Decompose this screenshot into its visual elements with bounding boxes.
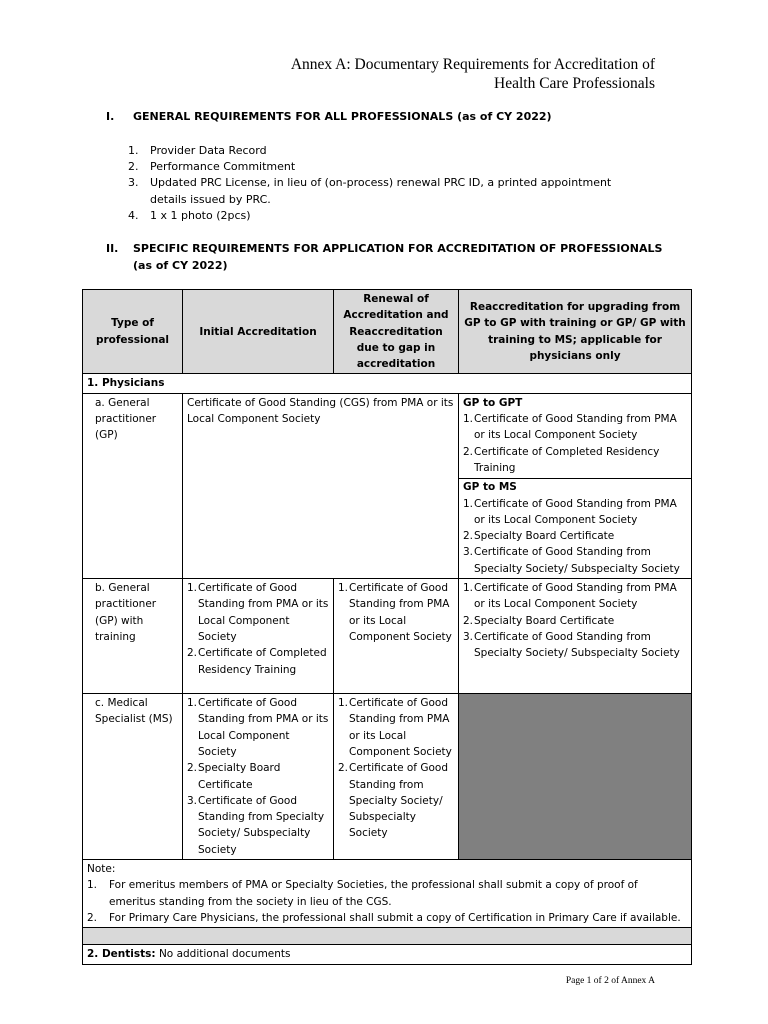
item-number: 2. xyxy=(463,530,474,543)
requirements-table xyxy=(82,289,692,965)
list-item xyxy=(463,528,687,544)
item-text: Specialty Board Certificate xyxy=(198,762,281,791)
physicians-group-label: 1. Physicians xyxy=(83,374,692,393)
item-number: 1. xyxy=(338,697,349,710)
gp-to-gpt-heading: GP to GPT xyxy=(463,396,523,409)
list-item xyxy=(463,629,687,662)
gpt-renewal-list xyxy=(338,580,454,645)
dentists-label: 2. Dentists: xyxy=(87,948,156,961)
table-row-gpt xyxy=(83,579,692,694)
list-item xyxy=(187,695,329,760)
gp-initial-renewal: Certificate of Good Standing (CGS) from PMA or its Local Component Society xyxy=(183,393,459,578)
table-row-gp xyxy=(83,393,692,578)
note-item xyxy=(87,910,687,926)
item-text: Certificate of Good Standing from PMA or its Local Component Society xyxy=(198,582,329,643)
gpt-upgrading xyxy=(459,579,692,694)
item-text: Certificate of Good Standing from PMA or its Local Component Society xyxy=(198,697,329,758)
list-item xyxy=(128,175,648,207)
item-number: 1. xyxy=(128,144,139,157)
ms-initial xyxy=(183,694,334,860)
item-number: 1. xyxy=(463,413,474,426)
document-title xyxy=(140,55,655,93)
item-text: Certificate of Good Standing from Specialty Society/ Subspecialty Society xyxy=(474,546,680,575)
separator-row xyxy=(83,928,692,945)
gpt-upgrading-list xyxy=(463,580,687,661)
list-item xyxy=(187,793,329,858)
list-item xyxy=(463,613,687,629)
item-text: Certificate of Completed Residency Training xyxy=(198,647,327,676)
gpt-initial-list xyxy=(187,580,329,678)
list-item xyxy=(463,444,687,477)
gp-to-ms-list xyxy=(463,496,687,577)
item-text: For Primary Care Physicians, the professional shall submit a copy of Certification in Primary Care if available. xyxy=(109,911,681,924)
page-footer: Page 1 of 2 of Annex A xyxy=(565,976,655,986)
item-text: Certificate of Completed Residency Training xyxy=(474,445,660,474)
item-text: Certificate of Good Standing from Specialty Society/ Subspecialty Society xyxy=(198,794,325,856)
title-line-1: Annex A: Documentary Requirements for Accreditation of xyxy=(290,56,655,73)
item-text: Specialty Board Certificate xyxy=(474,614,615,627)
list-item xyxy=(338,695,454,760)
gpt-initial xyxy=(183,579,334,694)
item-text: Certificate of Good Standing from PMA or its Local Component Society xyxy=(474,413,677,442)
item-number: 1. xyxy=(338,582,349,595)
gp-to-ms-heading: GP to MS xyxy=(463,481,517,494)
item-text: 1 x 1 photo (2pcs) xyxy=(150,208,251,222)
note-item xyxy=(87,877,687,910)
item-number: 3. xyxy=(187,794,198,807)
item-text: For emeritus members of PMA or Specialty Societies, the professional shall submit a copy of proof of emeritus standing from the society in lieu of the CGS. xyxy=(109,879,638,908)
header-type: Type of professional xyxy=(83,290,183,374)
item-number: 1. xyxy=(463,582,474,595)
list-item xyxy=(128,143,648,159)
item-number: 3. xyxy=(463,630,474,643)
note-row xyxy=(83,860,692,928)
item-text: Performance Commitment xyxy=(150,160,296,174)
list-item xyxy=(463,411,687,444)
item-text: Certificate of Good Standing from Specialty Society/ Subspecialty Society xyxy=(474,630,680,660)
note-label: Note: xyxy=(87,863,116,876)
gp-to-gpt-list xyxy=(463,411,687,476)
item-number: 2. xyxy=(187,647,198,660)
section-1-number: I. xyxy=(106,110,115,123)
ms-upgrading-not-applicable xyxy=(459,694,692,860)
item-text: Specialty Board Certificate xyxy=(474,530,615,543)
dentists-text: No additional documents xyxy=(158,948,291,961)
item-number: 3. xyxy=(463,546,474,559)
list-item xyxy=(128,159,648,175)
item-text: Provider Data Record xyxy=(150,144,267,157)
title-line-2: Health Care Professionals xyxy=(494,75,655,92)
gp-upgrading xyxy=(459,393,692,578)
item-number: 4. xyxy=(128,208,139,222)
list-item xyxy=(187,645,329,678)
ms-label: c. Medical Specialist (MS) xyxy=(83,694,183,860)
section-2-number: II. xyxy=(106,242,119,255)
list-item xyxy=(463,496,687,529)
item-number: 1. xyxy=(187,582,198,595)
ms-renewal-list xyxy=(338,695,454,842)
item-text: Certificate of Good Standing from PMA or its Local Component Society xyxy=(474,497,677,526)
header-initial: Initial Accreditation xyxy=(183,290,334,374)
item-text: Certificate of Good Standing from Specialty Society/ Subspecialty Society xyxy=(349,762,448,840)
physicians-group-row xyxy=(83,374,692,393)
gpt-label: b. General practitioner (GP) with training xyxy=(83,579,183,694)
separator-cell xyxy=(83,928,692,945)
item-text: Certificate of Good Standing from PMA or its Local Component Society xyxy=(349,582,452,643)
gp-to-ms-section xyxy=(459,478,691,577)
item-number: 2. xyxy=(338,762,349,775)
header-renewal: Renewal of Accreditation and Reaccreditation due to gap in accreditation xyxy=(334,290,459,374)
gpt-renewal xyxy=(334,579,459,694)
list-item xyxy=(463,544,687,577)
general-requirements-list xyxy=(128,143,648,224)
list-item xyxy=(187,580,329,645)
ms-renewal xyxy=(334,694,459,860)
item-number: 1. xyxy=(87,879,98,892)
list-item xyxy=(128,208,648,224)
item-number: 1. xyxy=(463,497,474,510)
ms-initial-list xyxy=(187,695,329,858)
dentists-row xyxy=(83,945,692,964)
item-text: Certificate of Good Standing from PMA or its Local Component Society xyxy=(474,582,677,611)
item-number: 2. xyxy=(463,614,474,627)
table-row-ms xyxy=(83,694,692,860)
item-text: Certificate of Good Standing from PMA or its Local Component Society xyxy=(349,697,452,758)
item-number: 2. xyxy=(463,445,474,458)
section-1-title: GENERAL REQUIREMENTS FOR ALL PROFESSIONALS (as of CY 2022) xyxy=(133,110,552,123)
list-item xyxy=(463,580,687,613)
item-number: 2. xyxy=(187,762,198,775)
header-upgrading: Reaccreditation for upgrading from GP to GP with training or GP/ GP with training to MS; applicable for physicians only xyxy=(459,290,692,374)
list-item xyxy=(187,760,329,793)
gp-label: a. General practitioner (GP) xyxy=(83,393,183,578)
list-item xyxy=(338,760,454,841)
note-list xyxy=(87,877,687,926)
item-number: 1. xyxy=(187,697,198,710)
section-2-title: SPECIFIC REQUIREMENTS FOR APPLICATION FOR ACCREDITATION OF PROFESSIONALS (as of CY 2022) xyxy=(133,242,663,272)
list-item xyxy=(338,580,454,645)
dentists-cell xyxy=(83,945,692,964)
table-header-row xyxy=(83,290,692,374)
item-number: 2. xyxy=(128,160,139,174)
note-cell xyxy=(83,860,692,928)
item-number: 2. xyxy=(87,911,98,924)
item-number: 3. xyxy=(128,176,139,190)
item-text: Updated PRC License, in lieu of (on-process) renewal PRC ID, a printed appointment details issued by PRC. xyxy=(150,176,612,206)
